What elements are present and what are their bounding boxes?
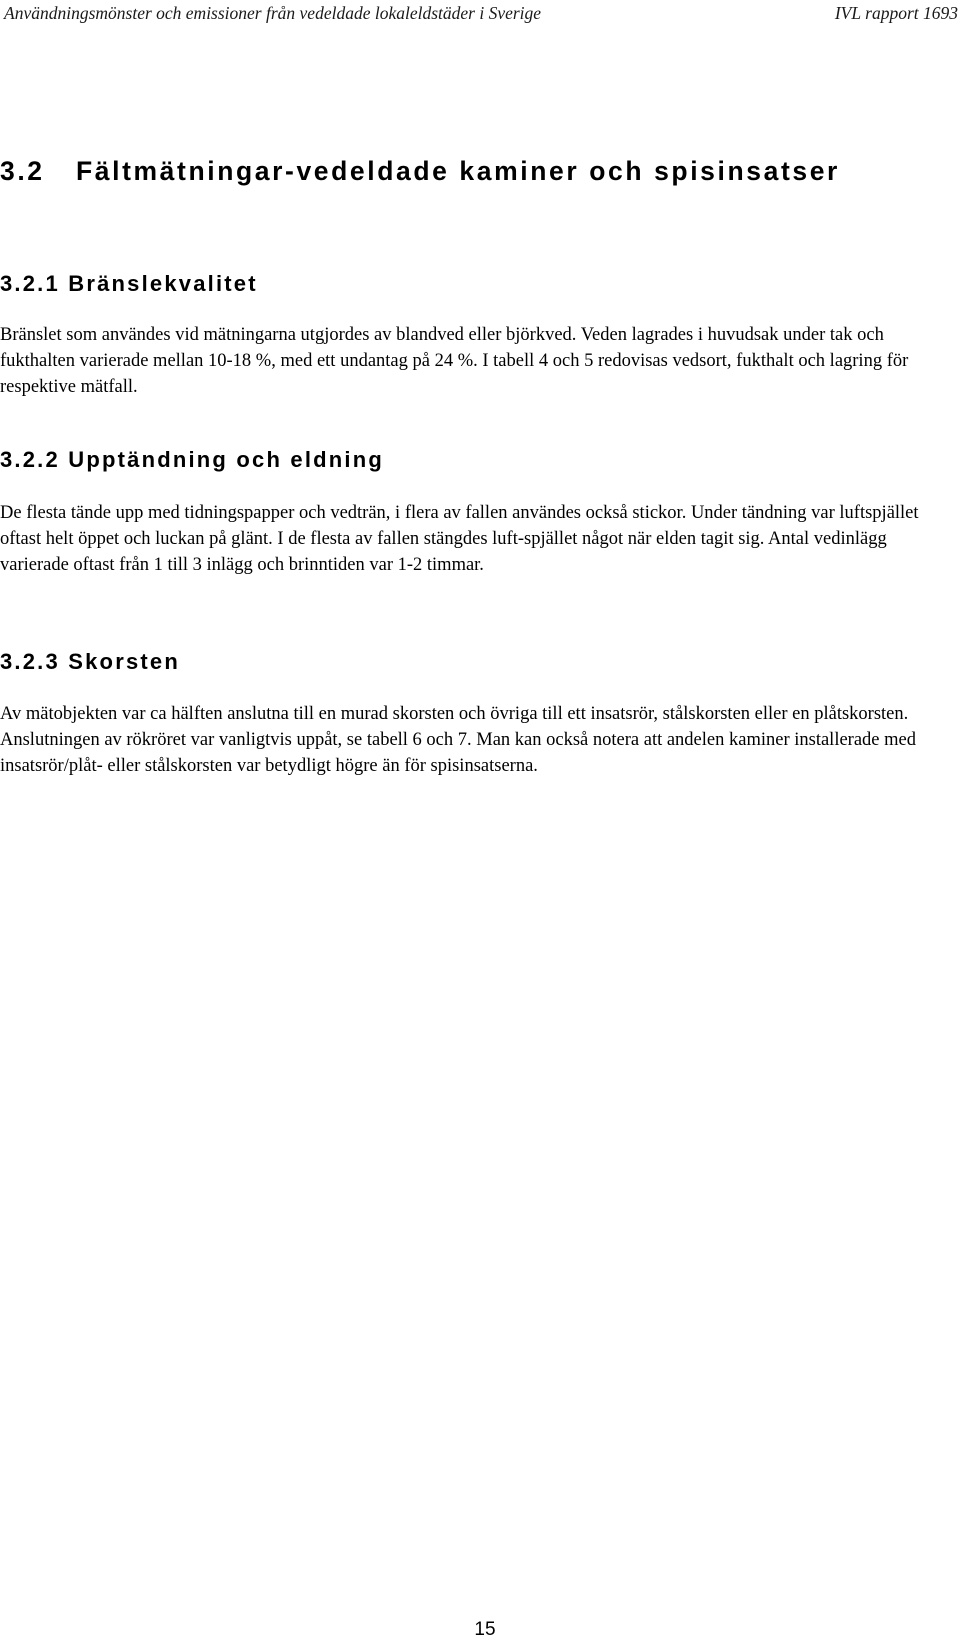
paragraph-chimney: Av mätobjekten var ca hälften anslutna till en murad skorsten och övriga till ett insatsrör, stålskorsten eller en plåtskorsten. Anslutningen av rökröret var vanligtvis uppåt, se tabell 6 och 7. Man kan också notera att andelen kaminer installerade med insatsrör/plåt- eller stålskorsten var betydligt högre än för spisinsatserna. [0,704,916,776]
page-number-text: 15 [474,1619,496,1640]
subsection-heading-chimney: 3.2.3 Skorsten [0,649,180,674]
section-title: Fältmätningar-vedeldade kaminer och spisinsatser [76,156,840,186]
paragraph-ignition: De flesta tände upp med tidningspapper och vedträn, i flera av fallen användes också stickor. Under tändning var luftspjället oftast helt öppet och luckan på glänt. I de flesta av fallen stängdes luft-spjället något när elden tagit sig. Antal vedinlägg varierade oftast från 1 till 3 inlägg och brinntiden var 1-2 timmar. [0,503,919,575]
subsection-heading-fuel-quality: 3.2.1 Bränslekvalitet [0,271,258,296]
header-report-number: IVL rapport 1693 [834,3,958,23]
paragraph-fuel-quality: Bränslet som användes vid mätningarna utgjordes av blandved eller björkved. Veden lagrades i huvudsak under tak och fukthalten varierade mellan 10-18 %, med ett undantag på 24 %. I tabell 4 och 5 redovisas vedsort, fukthalt och lagring för respektive mätfall. [0,325,909,397]
header-document-title: Användningsmönster och emissioner från vedeldade lokaleldstäder i Sverige [4,3,542,23]
section-number: 3.2 [0,156,45,186]
running-header [4,0,960,28]
page-number [0,1618,940,1642]
subsection-heading-ignition: 3.2.2 Upptändning och eldning [0,447,385,472]
